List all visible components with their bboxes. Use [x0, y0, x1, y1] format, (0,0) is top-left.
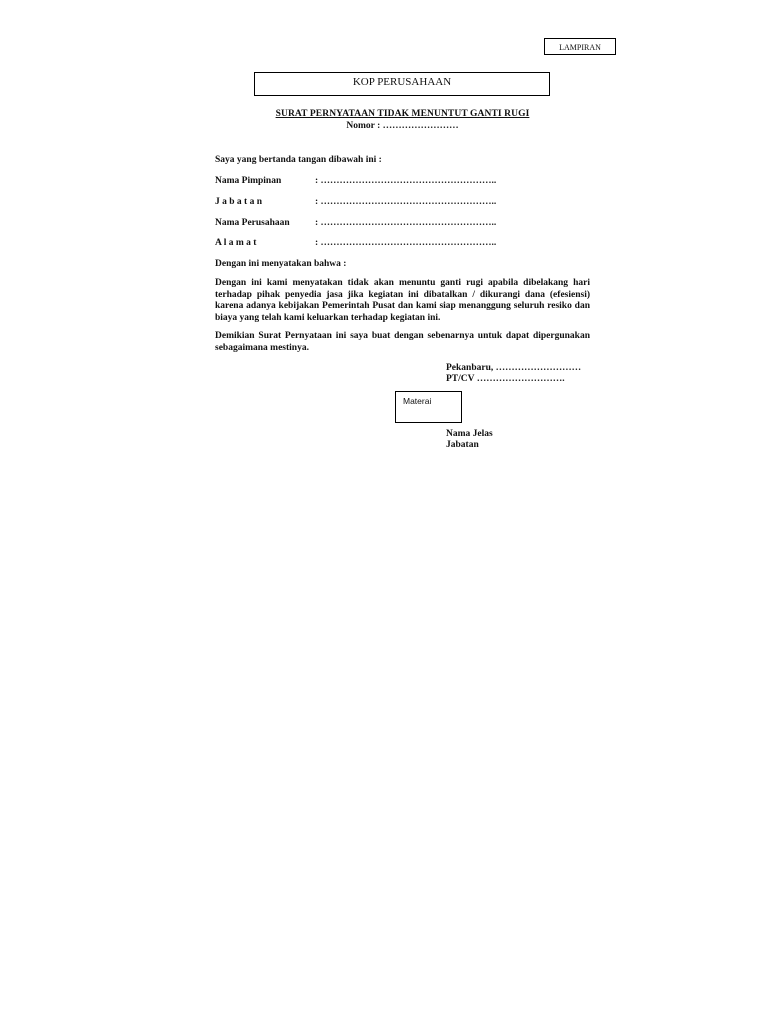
field-label: Nama Perusahaan	[215, 218, 290, 228]
field-value: : ………………………………………………..	[315, 197, 497, 207]
place-date: Pekanbaru, ………………………	[446, 363, 582, 373]
closing-paragraph: Demikian Surat Pernyataan ini saya buat dengan sebenarnya untuk dapat dipergunakan sebagaimana mestinya.	[215, 331, 590, 353]
field-value: : ………………………………………………..	[315, 176, 497, 186]
kop-perusahaan-box: KOP PERUSAHAAN	[254, 72, 550, 96]
materai-label: Materai	[403, 396, 432, 406]
field-label: A l a m a t	[215, 238, 257, 248]
signatory-title: Jabatan	[446, 440, 479, 450]
signatory-name: Nama Jelas	[446, 429, 493, 439]
company-name: PT/CV ……………………….	[446, 374, 565, 384]
statement-intro: Dengan ini menyatakan bahwa :	[215, 259, 347, 269]
document-number: Nomor : ……………………	[346, 121, 459, 131]
field-label: J a b a t a n	[215, 197, 262, 207]
field-value: : ………………………………………………..	[315, 238, 497, 248]
statement-paragraph: Dengan ini kami menyatakan tidak akan menuntu ganti rugi apabila dibelakang hari terhadap pihak penyedia jasa jika kegiatan ini dibatalkan / dikurangi dana (efesiensi) karena adanya kebijakan Pemerintah Pusat dan kami siap menanggung seluruh resiko dan biaya yang telah kami keluarkan terhadap kegiatan ini.	[215, 278, 590, 323]
field-label: Nama Pimpinan	[215, 176, 282, 186]
field-value: : ………………………………………………..	[315, 218, 497, 228]
document-title: SURAT PERNYATAAN TIDAK MENUNTUT GANTI RUGI	[275, 109, 530, 119]
materai-box	[395, 391, 462, 423]
intro-text: Saya yang bertanda tangan dibawah ini :	[215, 155, 382, 165]
lampiran-label: LAMPIRAN	[544, 38, 616, 55]
